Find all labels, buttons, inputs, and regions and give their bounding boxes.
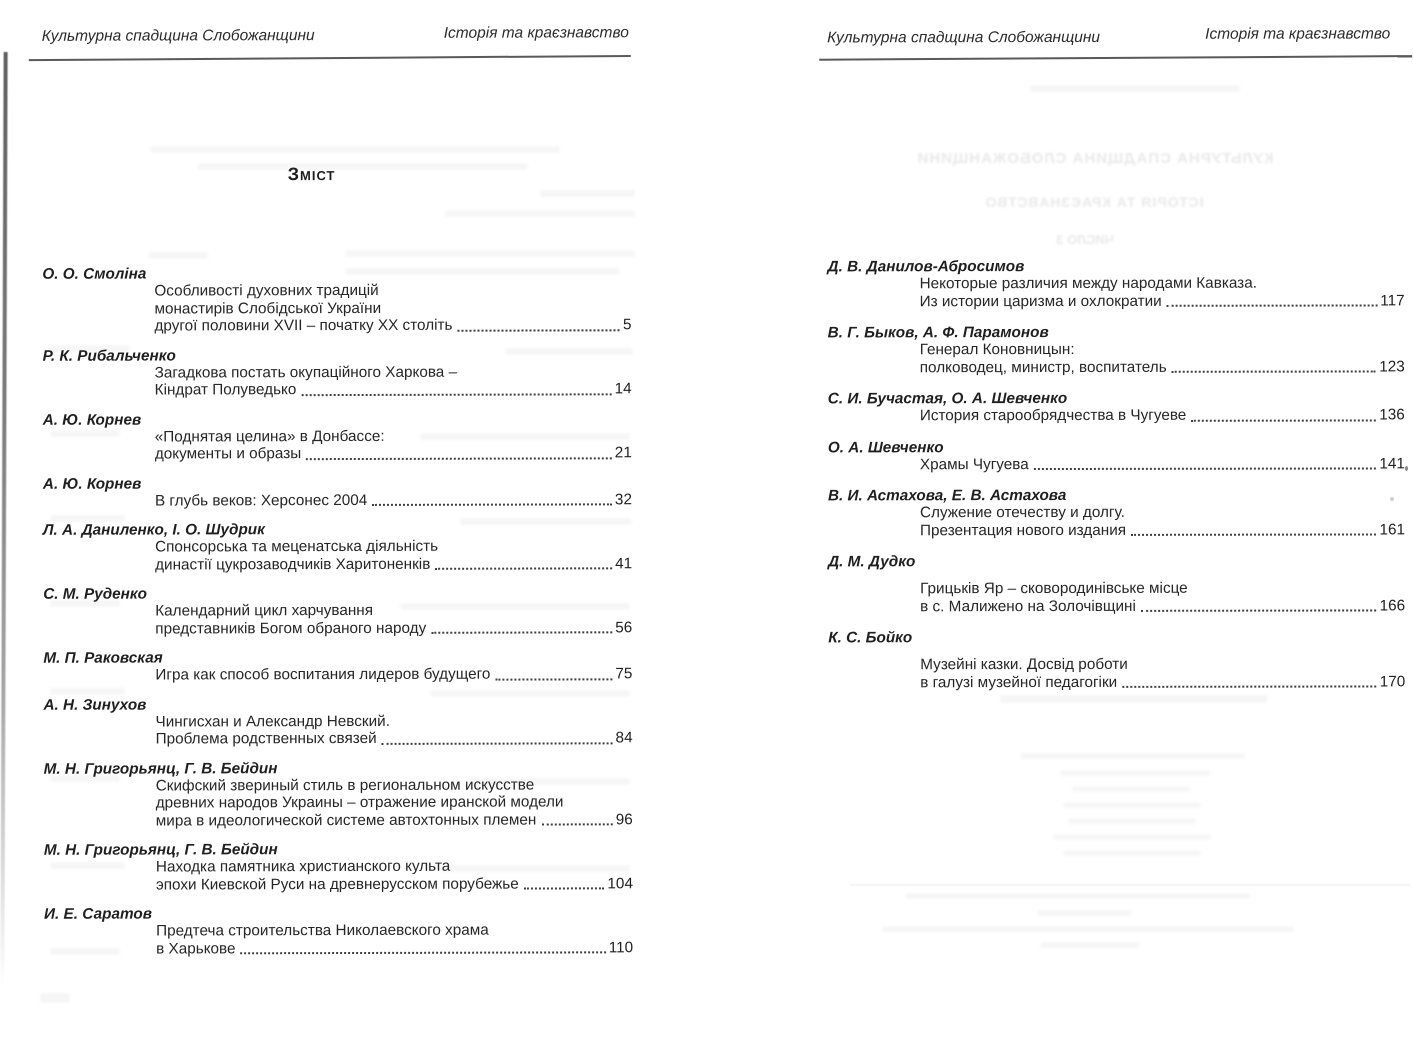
toc-page-number: 56 <box>615 618 633 636</box>
toc-title-text: в с. Малижено на Золочівщині <box>920 597 1136 615</box>
dot-leader <box>241 951 606 954</box>
toc-title-line <box>155 555 632 574</box>
toc-title-line: Загадкова постать окупаційного Харкова – <box>154 363 458 382</box>
toc-title-line: Чингисхан и Александр Невский. <box>155 712 390 731</box>
toc-page-number: 14 <box>614 380 632 398</box>
dot-leader <box>306 457 612 460</box>
dot-leader <box>372 503 612 506</box>
toc-title-line: Спонсорська та меценатська діяльність <box>155 537 439 556</box>
toc-title-line <box>920 358 1405 376</box>
toc-page-number: 170 <box>1379 672 1406 690</box>
toc-title-line: Служение отечеству и долгу. <box>919 503 1125 522</box>
toc-title-text: Игра как способ воспитания лидеров будущего <box>155 665 491 684</box>
toc-title-line: древних народов Украины – отражение иранской модели <box>155 793 564 812</box>
toc-entry-author: А. Ю. Корнев <box>42 475 142 493</box>
bleed-through-line <box>420 433 630 440</box>
toc-title-text: Проблема родственных связей <box>155 729 377 748</box>
toc-page-number: 32 <box>614 490 632 508</box>
toc-title-text: В глубь веков: Херсонес 2004 <box>154 491 368 510</box>
dot-leader <box>524 887 605 889</box>
toc-page-number: 5 <box>622 316 632 334</box>
toc-title-text: эпохи Киевской Руси на древнерусском порубежье <box>155 875 519 894</box>
toc-title-line <box>920 455 1405 473</box>
toc-entry-author: А. Н. Зинухов <box>43 696 147 714</box>
toc-entry-author: А. Ю. Корнев <box>42 411 142 429</box>
toc-title-line: Некоторые различия между народами Кавказа. <box>919 274 1257 293</box>
toc-title-line: Предтеча строительства Николаевского храма <box>156 921 489 940</box>
toc-entry <box>828 257 1405 310</box>
toc-entry-author: М. Н. Григорьянц, Г. В. Бейдин <box>43 841 278 859</box>
toc-entry-author: К. С. Бойко <box>828 629 913 647</box>
running-head-series: Культурна спадщина Слобожанщини <box>41 27 315 45</box>
toc-title-line: монастирів Слобідської України <box>154 299 382 318</box>
table-of-contents <box>42 163 633 970</box>
bleed-through-line <box>1040 942 1140 948</box>
bleed-through-line <box>445 210 635 217</box>
dot-leader <box>1131 533 1376 535</box>
toc-title-text: Кіндрат Полуведько <box>154 381 297 399</box>
toc-page-number: 123 <box>1379 357 1405 375</box>
dot-leader <box>1122 685 1377 687</box>
toc-title-line <box>920 292 1405 310</box>
bleed-through-line <box>1063 850 1201 856</box>
dot-leader <box>1141 609 1377 611</box>
toc-entry-author: Л. А. Даниленко, І. О. Шудрик <box>42 521 265 539</box>
bleed-through-line <box>50 775 120 782</box>
toc-title-line <box>156 811 633 830</box>
toc-title-text: представників Богом обраного народу <box>155 619 427 638</box>
toc-entry-title <box>155 712 632 748</box>
toc-entry-title <box>920 406 1405 424</box>
toc-title-text: Презентация нового издания <box>919 521 1127 539</box>
toc-entry <box>43 648 632 684</box>
toc-page-number: 166 <box>1379 596 1406 614</box>
toc-title-text: в галузі музейної педагогіки <box>920 673 1118 691</box>
bleed-through-line <box>1030 85 1240 92</box>
toc-title-line: Скифский звериный стиль в региональном искусстве <box>155 776 535 795</box>
toc-entry-title <box>155 363 632 399</box>
toc-page-number: 117 <box>1380 291 1405 309</box>
bleed-through-line <box>50 688 125 695</box>
toc-title-line <box>155 380 632 399</box>
bleed-through-line <box>1053 834 1211 840</box>
toc-title-line <box>920 406 1405 424</box>
toc-page-number: 96 <box>615 810 633 828</box>
dot-leader <box>1172 370 1377 372</box>
running-head-section: Історія та краєзнавство <box>443 24 629 42</box>
toc-title-line <box>155 665 632 684</box>
bleed-through-line <box>1068 818 1196 824</box>
toc-entry-title <box>920 455 1405 473</box>
bleed-through-line <box>460 518 632 525</box>
bleed-through-line <box>1072 786 1190 792</box>
bleed-through-line <box>150 146 560 153</box>
dot-leader <box>541 823 612 825</box>
toc-entry-author: С. И. Бучастая, О. А. Шевченко <box>827 389 1068 408</box>
toc-title-line <box>154 316 631 335</box>
toc-entry-title <box>155 665 632 684</box>
toc-page-number: 41 <box>615 554 633 572</box>
running-head-section: Історія та краєзнавство <box>1205 25 1391 43</box>
toc-entry-author: М. П. Раковская <box>43 649 163 667</box>
table-of-contents <box>828 257 1406 705</box>
toc-title-line: Генерал Коновницын: <box>919 340 1075 359</box>
bleed-through-line <box>50 948 120 955</box>
toc-entry-author: С. М. Руденко <box>43 585 148 603</box>
bleed-through-line <box>1063 802 1201 808</box>
toc-entry-author: Д. В. Данилов-Абросимов <box>827 258 1025 276</box>
bleed-through-line <box>50 862 125 869</box>
toc-entry-author: И. Е. Саратов <box>43 905 153 923</box>
bleed-through-line <box>540 190 635 197</box>
toc-title-line: Музейні казки. Досвід роботи <box>920 655 1128 674</box>
toc-title-line <box>920 521 1405 539</box>
toc-entry-author: Д. М. Дудко <box>828 553 916 571</box>
bleed-through-line <box>50 345 130 352</box>
bleed-through-line <box>905 893 1250 899</box>
toc-entry <box>43 695 632 749</box>
dot-leader <box>1034 467 1377 470</box>
toc-entry-title <box>920 340 1405 376</box>
toc-title-text: полководец, министр, воспитатель <box>919 358 1167 376</box>
bleed-through-line <box>50 430 120 437</box>
toc-entry <box>43 474 632 510</box>
bleed-through-line <box>1060 770 1210 776</box>
toc-entry <box>43 520 632 574</box>
toc-title-line: «Поднятая целина» в Донбассе: <box>154 427 385 446</box>
toc-entry <box>828 389 1405 425</box>
toc-page-number: 110 <box>608 938 634 956</box>
dot-leader <box>1167 304 1378 306</box>
bleed-through-line <box>345 268 620 275</box>
toc-title-text: в Харькове <box>156 939 236 958</box>
toc-entry-author: В. И. Астахова, Е. В. Астахова <box>827 486 1067 505</box>
toc-entry-author: В. Г. Быков, А. Ф. Парамонов <box>827 324 1049 342</box>
bleed-through-series-subtitle: ІСТОРІЯ ТА КРАЄЗНАВСТВО <box>984 194 1204 210</box>
toc-entry-title <box>920 579 1405 615</box>
toc-title-line <box>156 729 633 748</box>
toc-title-line <box>156 875 633 894</box>
toc-entry <box>43 584 632 638</box>
dot-leader <box>1191 419 1376 421</box>
toc-entry-author: О. А. Шевченко <box>827 438 944 456</box>
toc-entry-title <box>156 921 633 957</box>
toc-title-line <box>920 597 1405 615</box>
toc-entry-title <box>920 655 1405 691</box>
bleed-through-line <box>198 163 528 170</box>
toc-entry <box>828 628 1405 691</box>
toc-page-number: 161 <box>1379 520 1406 538</box>
toc-page-number: 21 <box>614 444 632 462</box>
toc-title-line: Календарний цикл харчування <box>155 601 374 620</box>
bleed-through-series-title: КУЛЬТУРНА СПАДЩИНА СЛОБОЖАНЩИНИ <box>916 150 1274 167</box>
scan-speck <box>1405 466 1408 471</box>
dot-leader <box>435 567 612 569</box>
bleed-through-line <box>400 603 630 610</box>
toc-entry-title <box>920 274 1405 310</box>
toc-entry <box>44 904 633 958</box>
toc-entry-author: Р. К. Рибальченко <box>42 346 176 365</box>
bleed-through-rule <box>850 884 1410 886</box>
bleed-through-issue: ЧИСЛО 3 <box>1056 232 1114 247</box>
toc-title-text: другої половини XVII – початку XX століть <box>154 316 453 335</box>
toc-title-text: документы и образы <box>154 445 302 463</box>
toc-entry-title <box>156 857 633 893</box>
bleed-through-line <box>470 778 630 785</box>
bleed-through-line <box>345 250 635 257</box>
bleed-through-line <box>50 600 120 607</box>
toc-entry-title <box>155 491 632 510</box>
toc-title-text: мира в идеологической системе автохтонных племен <box>155 811 537 830</box>
scan-speck <box>1390 497 1394 501</box>
toc-title-line: Особливості духовних традицій <box>154 281 379 300</box>
toc-page-number: 75 <box>615 665 633 683</box>
toc-entry <box>828 323 1405 376</box>
running-head-series: Культурна спадщина Слобожанщини <box>827 28 1101 47</box>
toc-entry <box>828 438 1405 474</box>
toc-title-line <box>155 619 632 638</box>
toc-title-text: династії цукрозаводчиків Харитоненків <box>155 555 431 574</box>
bleed-through-line <box>430 690 630 697</box>
toc-title-line: Находка памятника христианского культа <box>155 857 451 876</box>
toc-entry-author: О. О. Смоліна <box>42 265 147 283</box>
dot-leader <box>431 631 612 633</box>
bleed-through-line <box>1020 753 1245 759</box>
toc-title-line: Грицьків Яр – сковородинівське місце <box>920 579 1188 598</box>
toc-entry-list <box>828 257 1406 691</box>
toc-entry <box>828 552 1405 615</box>
bleed-through-line <box>1000 695 1268 703</box>
toc-title-text: Храмы Чугуева <box>919 455 1029 473</box>
toc-title-line <box>155 491 632 510</box>
toc-title-line <box>156 939 633 958</box>
toc-entry-title <box>920 503 1405 539</box>
dot-leader <box>382 742 613 745</box>
toc-entry <box>44 759 633 830</box>
toc-title-text: История старообрядчества в Чугуеве <box>919 406 1187 425</box>
bleed-through-line <box>440 865 630 872</box>
bleed-through-line <box>1037 910 1132 916</box>
bleed-through-smudge <box>40 993 70 1003</box>
header-rule <box>29 55 631 61</box>
dot-leader <box>301 393 611 396</box>
toc-title-text: Из истории царизма и охлократии <box>919 292 1162 310</box>
toc-title: Зміст <box>287 164 336 185</box>
toc-page-number: 84 <box>615 729 633 747</box>
toc-entry-title <box>155 537 632 573</box>
toc-page-number: 136 <box>1379 406 1405 424</box>
bleed-through-line <box>882 926 1294 932</box>
toc-entry-list <box>42 264 633 958</box>
bleed-through-line <box>50 515 125 522</box>
toc-entry-title <box>154 281 631 335</box>
toc-title-line <box>920 673 1405 691</box>
toc-page-number: 104 <box>607 874 633 892</box>
dot-leader <box>458 329 620 331</box>
header-rule <box>819 55 1412 61</box>
toc-title-line <box>155 444 632 463</box>
toc-entry-author: М. Н. Григорьянц, Г. В. Бейдин <box>43 759 278 778</box>
toc-entry <box>828 486 1405 539</box>
dot-leader <box>495 678 612 680</box>
bleed-through-line <box>505 348 633 355</box>
toc-page-number: 141 <box>1379 454 1405 472</box>
bleed-through-line <box>148 252 208 259</box>
